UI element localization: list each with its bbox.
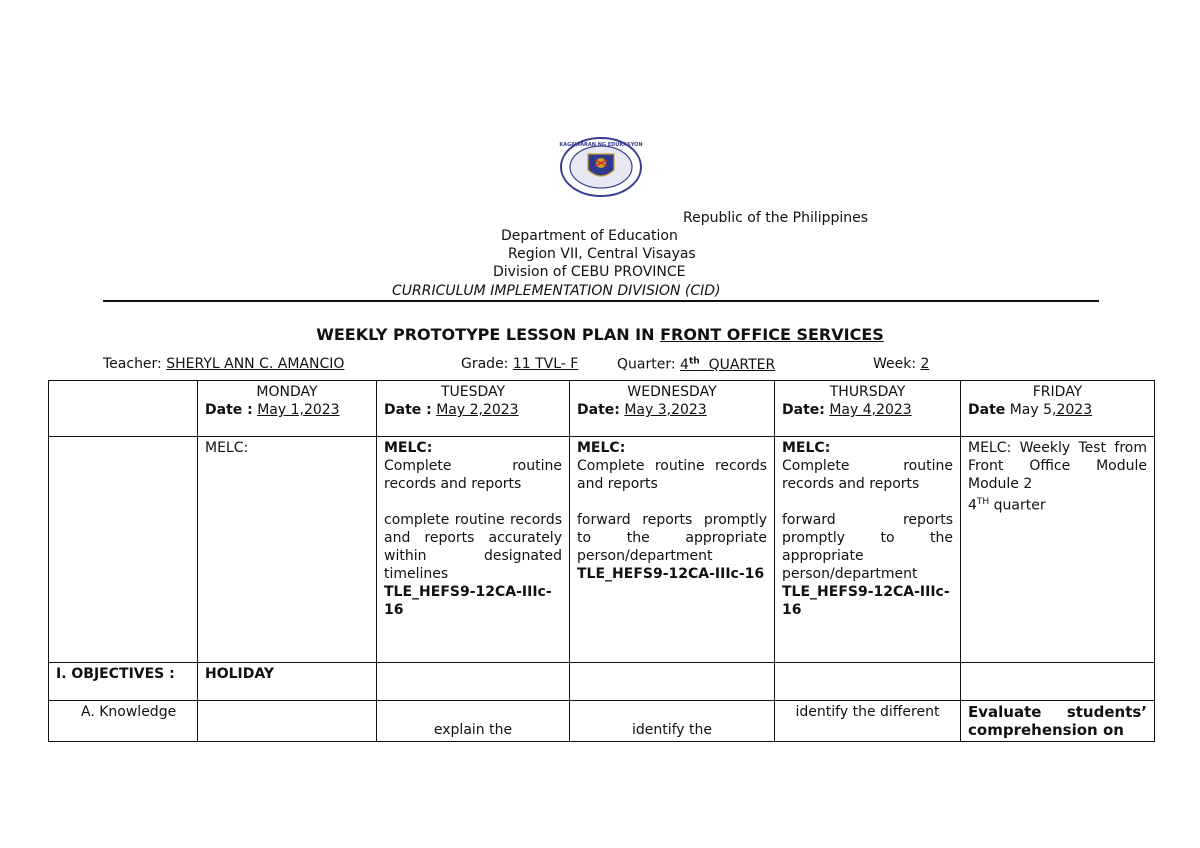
friday-melc: MELC: Weekly Test from Front Office Module Module 2 4TH quarter [961, 437, 1155, 663]
page-title: WEEKLY PROTOTYPE LESSON PLAN IN FRONT OFFICE SERVICES [316, 325, 884, 344]
wednesday-objectives [570, 663, 775, 701]
friday-objectives [961, 663, 1155, 701]
monday-objectives: HOLIDAY [198, 663, 377, 701]
monday-knowledge [198, 701, 377, 742]
teacher-info: Teacher: SHERYL ANN C. AMANCIO [103, 356, 345, 372]
tuesday-header: TUESDAY Date : May 2,2023 [377, 381, 570, 437]
wednesday-header: WEDNESDAY Date: May 3,2023 [570, 381, 775, 437]
table-row [49, 381, 1155, 437]
deped-seal-logo [558, 136, 644, 198]
week-info: Week: 2 [873, 356, 930, 372]
seal-text: KAGAWARAN NG EDUKASYON [559, 142, 643, 148]
wednesday-knowledge: identify the [570, 701, 775, 742]
grade-info: Grade: 11 TVL- F [461, 356, 579, 372]
header-division: Division of CEBU PROVINCE [493, 264, 686, 280]
monday-header: MONDAY Date : May 1,2023 [198, 381, 377, 437]
objectives-label: I. OBJECTIVES : [49, 663, 198, 701]
thursday-knowledge: identify the different [775, 701, 961, 742]
monday-melc: MELC: [198, 437, 377, 663]
friday-header: FRIDAY Date May 5,2023 [961, 381, 1155, 437]
header-cid: CURRICULUM IMPLEMENTATION DIVISION (CID) [392, 283, 721, 299]
quarter-info: Quarter: 4th QUARTER [617, 356, 776, 373]
thursday-header: THURSDAY Date: May 4,2023 [775, 381, 961, 437]
melc-label-cell [49, 437, 198, 663]
header-region: Region VII, Central Visayas [508, 246, 696, 262]
tuesday-objectives [377, 663, 570, 701]
friday-knowledge: Evaluate students’ comprehension on [961, 701, 1155, 742]
lesson-plan-table [48, 380, 1155, 742]
blank-header-cell [49, 381, 198, 437]
thursday-melc: MELC: Complete routine records and reports forward reports promptly to the appropriate person/department TLE_HEFS9-12CA-IIIc-16 [775, 437, 961, 663]
wednesday-melc: MELC: Complete routine records and reports forward reports promptly to the appropriate person/department TLE_HEFS9-12CA-IIIc-16 [570, 437, 775, 663]
thursday-objectives [775, 663, 961, 701]
header-department: Department of Education [501, 228, 678, 244]
tuesday-knowledge: explain the [377, 701, 570, 742]
tuesday-melc: MELC: Complete routine records and reports complete routine records and reports accurately within designated timelines TLE_HEFS9-12CA-IIIc-16 [377, 437, 570, 663]
table-row [49, 663, 1155, 701]
header-rule [103, 300, 1099, 302]
table-row [49, 701, 1155, 742]
table-row [49, 437, 1155, 663]
knowledge-label: A. Knowledge [49, 701, 198, 742]
subject-name: FRONT OFFICE SERVICES [660, 325, 884, 344]
header-republic: Republic of the Philippines [683, 210, 869, 226]
